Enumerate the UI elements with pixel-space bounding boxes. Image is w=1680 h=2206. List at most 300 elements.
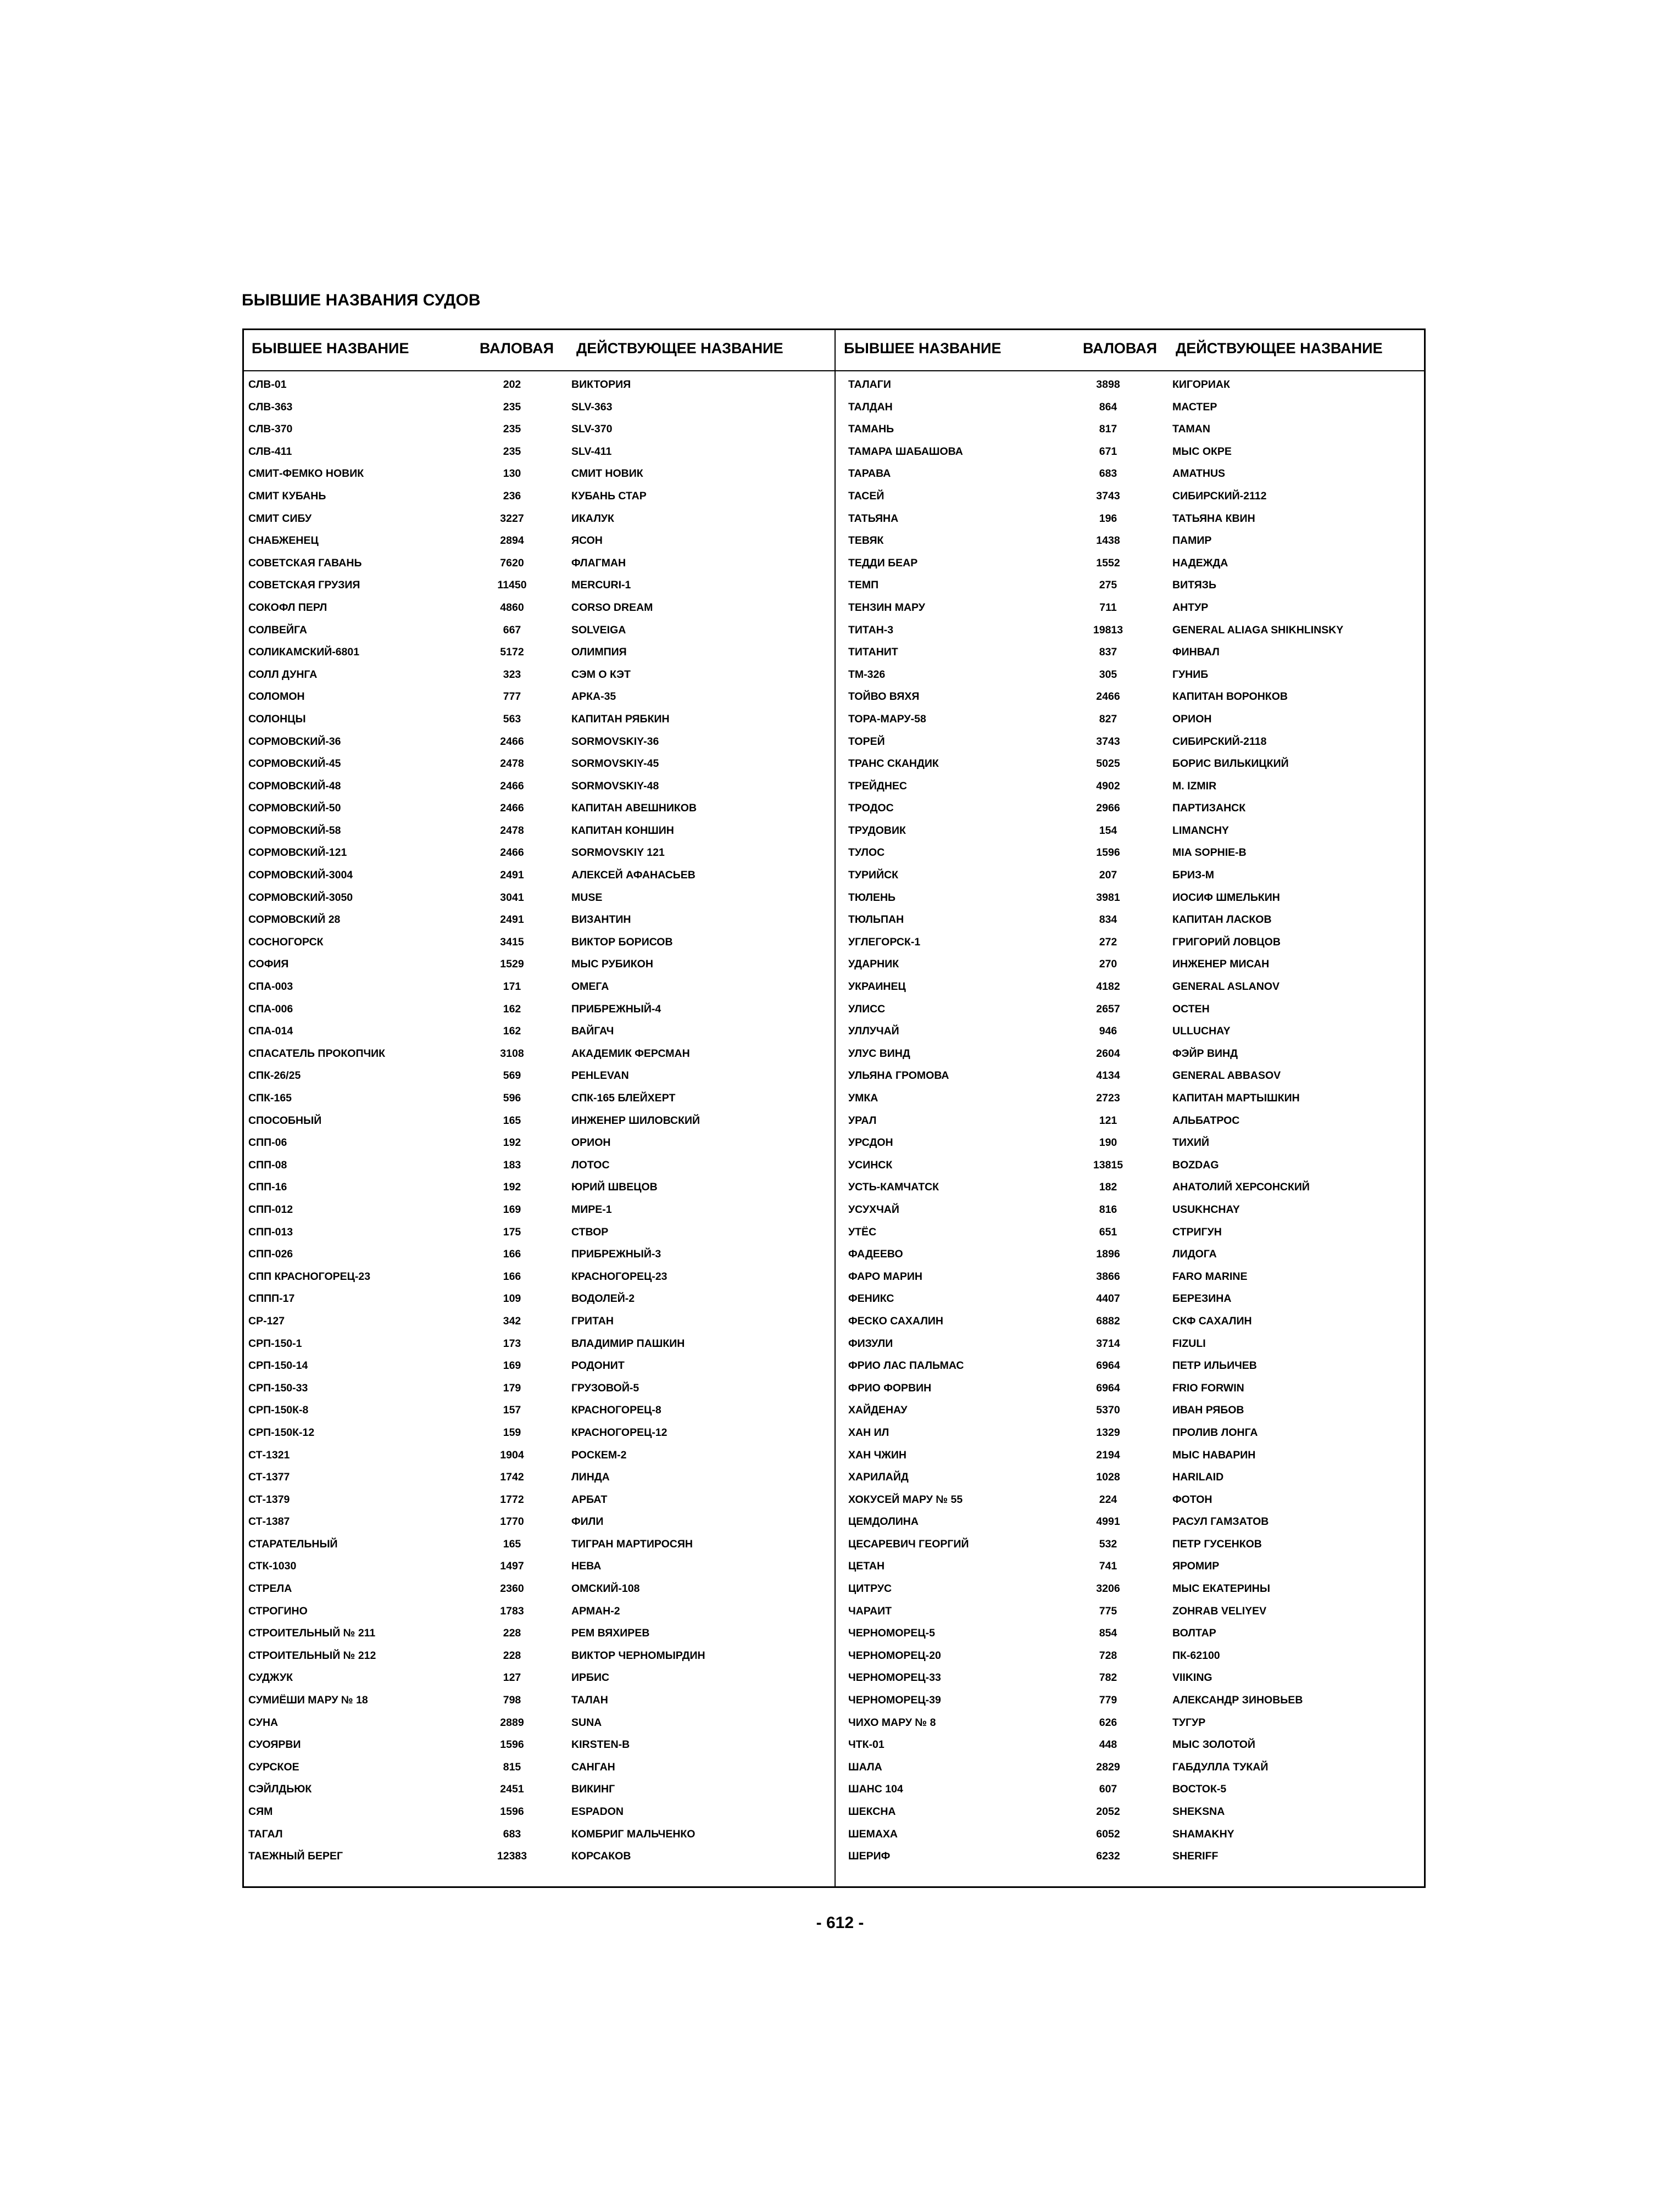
- former-name-cell: СЯМ: [248, 1806, 273, 1818]
- header-divider: [244, 370, 1424, 371]
- gross-tonnage-cell: 165: [503, 1114, 521, 1127]
- gross-tonnage-cell: 4182: [1096, 981, 1120, 993]
- former-name-cell: СОРМОВСКИЙ-121: [248, 846, 347, 859]
- gross-tonnage-cell: 2466: [500, 846, 524, 859]
- former-name-cell: СПП-16: [248, 1181, 287, 1194]
- gross-tonnage-cell: 127: [503, 1672, 521, 1684]
- gross-tonnage-cell: 607: [1099, 1783, 1117, 1796]
- current-name-cell: ESPADON: [571, 1806, 624, 1818]
- current-name-cell: SORMOVSKIY-36: [571, 735, 659, 748]
- table-row: [248, 1065, 831, 1088]
- current-name-cell: ВОСТОК-5: [1172, 1783, 1227, 1796]
- gross-tonnage-cell: 2657: [1096, 1002, 1120, 1015]
- current-name-cell: СИБИРСКИЙ-2118: [1172, 735, 1267, 748]
- current-name-cell: ЮРИЙ ШВЕЦОВ: [571, 1181, 658, 1194]
- table-row: [248, 530, 831, 553]
- gross-tonnage-cell: 817: [1099, 423, 1117, 436]
- former-name-cell: СРП-150-1: [248, 1337, 302, 1350]
- table-row: [248, 1690, 831, 1712]
- table-row: [848, 1355, 1431, 1378]
- current-name-cell: ПЕТР ИЛЬИЧЕВ: [1172, 1360, 1257, 1372]
- table-row: [248, 731, 831, 754]
- former-name-cell: УЛЬЯНА ГРОМОВА: [848, 1069, 949, 1082]
- former-name-cell: ТУРИЙСК: [848, 869, 899, 882]
- gross-tonnage-cell: 1529: [500, 958, 524, 971]
- former-name-cell: ТИТАНИТ: [848, 646, 898, 659]
- table-row: [848, 1824, 1431, 1846]
- gross-tonnage-cell: 2052: [1096, 1806, 1120, 1818]
- gross-tonnage-cell: 1772: [500, 1493, 524, 1506]
- current-name-cell: МАСТЕР: [1172, 400, 1217, 413]
- gross-tonnage-cell: 2194: [1096, 1449, 1120, 1461]
- right-column-rows: [848, 374, 1431, 1868]
- gross-tonnage-cell: 202: [503, 378, 521, 391]
- former-name-cell: СПП-06: [248, 1137, 287, 1149]
- former-name-cell: СПП-013: [248, 1225, 293, 1238]
- gross-tonnage-cell: 4860: [500, 601, 524, 614]
- former-name-cell: СОЛВЕЙГА: [248, 623, 307, 636]
- former-name-cell: ФЕСКО САХАЛИН: [848, 1314, 944, 1327]
- gross-tonnage-cell: 235: [503, 445, 521, 458]
- gross-tonnage-cell: 109: [503, 1293, 521, 1305]
- former-name-cell: ТРОДОС: [848, 802, 894, 815]
- gross-tonnage-cell: 2966: [1096, 802, 1120, 815]
- gross-tonnage-cell: 169: [503, 1203, 521, 1216]
- gross-tonnage-cell: 2491: [500, 913, 524, 926]
- table-row: [248, 1511, 831, 1534]
- former-name-cell: ЧАРАИТ: [848, 1605, 892, 1617]
- current-name-cell: ВОДОЛЕЙ-2: [571, 1293, 635, 1305]
- table-row: [248, 1333, 831, 1356]
- table-row: [248, 463, 831, 486]
- table-row: [848, 642, 1431, 664]
- gross-tonnage-cell: 12383: [497, 1850, 527, 1863]
- former-name-cell: СПОСОБНЫЙ: [248, 1114, 322, 1127]
- table-row: [248, 1132, 831, 1155]
- table-row: [848, 1244, 1431, 1266]
- table-row: [848, 374, 1431, 397]
- table-row: [848, 1110, 1431, 1133]
- current-name-cell: АРМАН-2: [571, 1605, 620, 1617]
- gross-tonnage-cell: 779: [1099, 1694, 1117, 1707]
- gross-tonnage-cell: 563: [503, 712, 521, 725]
- former-name-cell: СОЛОНЦЫ: [248, 712, 306, 725]
- table-row: [248, 1043, 831, 1066]
- table-row: [848, 1288, 1431, 1311]
- table-row: [248, 1378, 831, 1400]
- table-row: [248, 597, 831, 620]
- former-name-cell: УМКА: [848, 1092, 878, 1104]
- former-name-cell: СТ-1377: [248, 1471, 290, 1484]
- gross-tonnage-cell: 5370: [1096, 1404, 1120, 1417]
- former-name-cell: СМИТ СИБУ: [248, 512, 312, 525]
- current-name-cell: ОСТЕН: [1172, 1002, 1210, 1015]
- current-name-cell: SLV-363: [571, 400, 613, 413]
- table-row: [848, 776, 1431, 798]
- current-name-cell: ФЭЙР ВИНД: [1172, 1047, 1238, 1060]
- current-name-cell: ФОТОН: [1172, 1493, 1212, 1506]
- current-name-cell: M. IZMIR: [1172, 779, 1217, 792]
- former-name-cell: СОРМОВСКИЙ-3004: [248, 869, 353, 882]
- current-name-cell: КОМБРИГ МАЛЬЧЕНКО: [571, 1828, 696, 1840]
- former-name-cell: ТРУДОВИК: [848, 824, 906, 837]
- former-name-cell: СРП-150К-8: [248, 1404, 309, 1417]
- current-name-cell: ВАЙГАЧ: [571, 1025, 614, 1038]
- current-name-cell: SOLVEIGA: [571, 623, 626, 636]
- current-name-cell: KIRSTEN-B: [571, 1739, 630, 1751]
- current-name-cell: ГРИТАН: [571, 1314, 614, 1327]
- current-name-cell: СМИТ НОВИК: [571, 467, 643, 480]
- table-row: [848, 1065, 1431, 1088]
- current-name-cell: SORMOVSKIY-48: [571, 779, 659, 792]
- table-row: [848, 1400, 1431, 1422]
- table-row: [848, 820, 1431, 843]
- ship-names-table: [242, 328, 1426, 1888]
- gross-tonnage-cell: 4991: [1096, 1516, 1120, 1528]
- table-row: [848, 553, 1431, 575]
- former-name-cell: ТАМАРА ШАБАШОВА: [848, 445, 963, 458]
- current-name-cell: МЫС ОКРЕ: [1172, 445, 1232, 458]
- current-name-cell: ВИКТОР БОРИСОВ: [571, 935, 673, 948]
- current-name-cell: ИНЖЕНЕР ШИЛОВСКИЙ: [571, 1114, 700, 1127]
- table-row: [848, 976, 1431, 999]
- gross-tonnage-cell: 192: [503, 1137, 521, 1149]
- gross-tonnage-cell: 683: [503, 1828, 521, 1840]
- current-name-cell: ОМЕГА: [571, 981, 609, 993]
- table-row: [848, 1734, 1431, 1757]
- current-name-cell: РОСКЕМ-2: [571, 1449, 627, 1461]
- table-row: [848, 999, 1431, 1021]
- gross-tonnage-cell: 171: [503, 981, 521, 993]
- current-name-cell: АНТУР: [1172, 601, 1209, 614]
- table-row: [248, 1824, 831, 1846]
- current-name-cell: ГУНИБ: [1172, 668, 1209, 681]
- table-row: [848, 508, 1431, 531]
- current-name-cell: ОМСКИЙ-108: [571, 1583, 640, 1595]
- table-row: [248, 1556, 831, 1578]
- current-name-cell: ТИГРАН МАРТИРОСЯН: [571, 1537, 693, 1550]
- table-row: [848, 1422, 1431, 1445]
- gross-tonnage-cell: 815: [503, 1761, 521, 1773]
- former-name-cell: ШЕРИФ: [848, 1850, 891, 1863]
- current-name-cell: МИРЕ-1: [571, 1203, 612, 1216]
- gross-tonnage-cell: 671: [1099, 445, 1117, 458]
- former-name-cell: УСУХЧАЙ: [848, 1203, 899, 1216]
- table-row: [848, 1757, 1431, 1779]
- gross-tonnage-cell: 2894: [500, 534, 524, 547]
- table-row: [848, 686, 1431, 709]
- gross-tonnage-cell: 1742: [500, 1471, 524, 1484]
- gross-tonnage-cell: 1329: [1096, 1426, 1120, 1439]
- table-row: [248, 776, 831, 798]
- former-name-cell: УСИНСК: [848, 1158, 893, 1171]
- current-name-cell: МЫС РУБИКОН: [571, 958, 653, 971]
- table-row: [848, 1021, 1431, 1043]
- gross-tonnage-cell: 235: [503, 423, 521, 436]
- table-row: [248, 1445, 831, 1467]
- former-name-cell: ФАРО МАРИН: [848, 1270, 923, 1283]
- current-name-cell: ТИХИЙ: [1172, 1137, 1209, 1149]
- former-name-cell: СОЛЛ ДУНГА: [248, 668, 318, 681]
- gross-tonnage-cell: 2466: [500, 802, 524, 815]
- gross-tonnage-cell: 711: [1099, 601, 1117, 614]
- gross-tonnage-cell: 3981: [1096, 891, 1120, 904]
- header-gross-tonnage-right: ВАЛОВАЯ: [1083, 340, 1157, 356]
- current-name-cell: ТАТЬЯНА КВИН: [1172, 512, 1255, 525]
- table-row: [248, 1400, 831, 1422]
- table-row: [848, 1199, 1431, 1222]
- former-name-cell: УРСДОН: [848, 1137, 893, 1149]
- gross-tonnage-cell: 3714: [1096, 1337, 1120, 1350]
- former-name-cell: ТАЛДАН: [848, 400, 893, 413]
- current-name-cell: BOZDAG: [1172, 1158, 1219, 1171]
- current-name-cell: КАПИТАН ВОРОНКОВ: [1172, 690, 1288, 703]
- table-row: [248, 1534, 831, 1556]
- gross-tonnage-cell: 782: [1099, 1672, 1117, 1684]
- former-name-cell: СОЛОМОН: [248, 690, 305, 703]
- current-name-cell: MUSE: [571, 891, 603, 904]
- table-row: [848, 1311, 1431, 1333]
- table-row: [848, 1467, 1431, 1489]
- current-name-cell: СТВОР: [571, 1225, 609, 1238]
- current-name-cell: СИБИРСКИЙ-2112: [1172, 489, 1267, 502]
- gross-tonnage-cell: 6964: [1096, 1381, 1120, 1394]
- current-name-cell: АЛЕКСЕЙ АФАНАСЬЕВ: [571, 869, 696, 882]
- gross-tonnage-cell: 305: [1099, 668, 1117, 681]
- header-old-name-left: БЫВШЕЕ НАЗВАНИЕ: [252, 340, 409, 356]
- gross-tonnage-cell: 6232: [1096, 1850, 1120, 1863]
- current-name-cell: СПК-165 БЛЕЙХЕРТ: [571, 1092, 676, 1104]
- gross-tonnage-cell: 13815: [1093, 1158, 1123, 1171]
- former-name-cell: ТЕМП: [848, 579, 879, 592]
- gross-tonnage-cell: 196: [1099, 512, 1117, 525]
- table-row: [848, 1645, 1431, 1668]
- current-name-cell: МЫС НАВАРИН: [1172, 1449, 1256, 1461]
- former-name-cell: ХАЙДЕНАУ: [848, 1404, 908, 1417]
- table-row: [848, 1378, 1431, 1400]
- current-name-cell: КРАСНОГОРЕЦ-8: [571, 1404, 661, 1417]
- former-name-cell: ЧЕРНОМОРЕЦ-33: [848, 1672, 941, 1684]
- former-name-cell: ТАЕЖНЫЙ БЕРЕГ: [248, 1850, 343, 1863]
- page-title: БЫВШИЕ НАЗВАНИЯ СУДОВ: [242, 291, 481, 309]
- former-name-cell: ФЕНИКС: [848, 1293, 894, 1305]
- former-name-cell: ТОРЕЙ: [848, 735, 885, 748]
- table-row: [848, 1088, 1431, 1110]
- gross-tonnage-cell: 183: [503, 1158, 521, 1171]
- former-name-cell: УЛИСС: [848, 1002, 886, 1015]
- former-name-cell: СР-127: [248, 1314, 285, 1327]
- header-gross-tonnage-left: ВАЛОВАЯ: [480, 340, 554, 356]
- current-name-cell: ВИКТОРИЯ: [571, 378, 631, 391]
- gross-tonnage-cell: 1497: [500, 1560, 524, 1573]
- gross-tonnage-cell: 2466: [500, 779, 524, 792]
- gross-tonnage-cell: 162: [503, 1025, 521, 1038]
- gross-tonnage-cell: 1596: [500, 1739, 524, 1751]
- table-row: [248, 1712, 831, 1735]
- former-name-cell: ТОЙВО ВЯХЯ: [848, 690, 920, 703]
- former-name-cell: СЛВ-370: [248, 423, 293, 436]
- table-row: [248, 374, 831, 397]
- former-name-cell: СОРМОВСКИЙ-48: [248, 779, 341, 792]
- gross-tonnage-cell: 5172: [500, 646, 524, 659]
- former-name-cell: ТЮЛЬПАН: [848, 913, 904, 926]
- gross-tonnage-cell: 2829: [1096, 1761, 1120, 1773]
- former-name-cell: ШАНС 104: [848, 1783, 903, 1796]
- gross-tonnage-cell: 728: [1099, 1649, 1117, 1662]
- gross-tonnage-cell: 3108: [500, 1047, 524, 1060]
- former-name-cell: ШЕМАХА: [848, 1828, 898, 1840]
- former-name-cell: ТАЛАГИ: [848, 378, 891, 391]
- gross-tonnage-cell: 1438: [1096, 534, 1120, 547]
- former-name-cell: ТЕВЯК: [848, 534, 884, 547]
- current-name-cell: ЛИДОГА: [1172, 1248, 1217, 1261]
- gross-tonnage-cell: 169: [503, 1360, 521, 1372]
- header-old-name-right: БЫВШЕЕ НАЗВАНИЕ: [844, 340, 1002, 356]
- former-name-cell: СОРМОВСКИЙ-3050: [248, 891, 353, 904]
- former-name-cell: СПАСАТЕЛЬ ПРОКОПЧИК: [248, 1047, 386, 1060]
- table-row: [248, 664, 831, 687]
- table-row: [848, 1489, 1431, 1512]
- former-name-cell: ЦЕСАРЕВИЧ ГЕОРГИЙ: [848, 1537, 969, 1550]
- gross-tonnage-cell: 775: [1099, 1605, 1117, 1617]
- gross-tonnage-cell: 741: [1099, 1560, 1117, 1573]
- gross-tonnage-cell: 182: [1099, 1181, 1117, 1194]
- former-name-cell: СПА-014: [248, 1025, 293, 1038]
- current-name-cell: FRIO FORWIN: [1172, 1381, 1244, 1394]
- gross-tonnage-cell: 166: [503, 1270, 521, 1283]
- gross-tonnage-cell: 192: [503, 1181, 521, 1194]
- current-name-cell: ULLUCHAY: [1172, 1025, 1231, 1038]
- former-name-cell: СМИТ КУБАНЬ: [248, 489, 326, 502]
- table-row: [248, 1645, 831, 1668]
- gross-tonnage-cell: 179: [503, 1381, 521, 1394]
- table-row: [848, 1534, 1431, 1556]
- former-name-cell: СТ-1379: [248, 1493, 290, 1506]
- gross-tonnage-cell: 342: [503, 1314, 521, 1327]
- table-row: [248, 397, 831, 419]
- current-name-cell: САНГАН: [571, 1761, 615, 1773]
- gross-tonnage-cell: 3041: [500, 891, 524, 904]
- current-name-cell: ЯСОН: [571, 534, 603, 547]
- current-name-cell: ИВАН РЯБОВ: [1172, 1404, 1244, 1417]
- table-row: [248, 1601, 831, 1623]
- gross-tonnage-cell: 777: [503, 690, 521, 703]
- table-row: [848, 1712, 1431, 1735]
- gross-tonnage-cell: 228: [503, 1627, 521, 1640]
- current-name-cell: ПАМИР: [1172, 534, 1212, 547]
- gross-tonnage-cell: 3898: [1096, 378, 1120, 391]
- current-name-cell: ИНЖЕНЕР МИСАН: [1172, 958, 1270, 971]
- table-row: [248, 620, 831, 642]
- gross-tonnage-cell: 3743: [1096, 735, 1120, 748]
- table-row: [848, 954, 1431, 976]
- former-name-cell: ТЕДДИ БЕАР: [848, 556, 918, 569]
- gross-tonnage-cell: 6052: [1096, 1828, 1120, 1840]
- current-name-cell: РАСУЛ ГАМЗАТОВ: [1172, 1516, 1269, 1528]
- table-row: [848, 709, 1431, 731]
- gross-tonnage-cell: 4407: [1096, 1293, 1120, 1305]
- header-current-name-left: ДЕЙСТВУЮЩЕЕ НАЗВАНИЕ: [576, 340, 783, 356]
- table-row: [848, 1667, 1431, 1690]
- current-name-cell: USUKHCHAY: [1172, 1203, 1240, 1216]
- current-name-cell: ФИЛИ: [571, 1516, 604, 1528]
- gross-tonnage-cell: 651: [1099, 1225, 1117, 1238]
- current-name-cell: ПК-62100: [1172, 1649, 1220, 1662]
- table-row: [248, 1578, 831, 1601]
- current-name-cell: КОРСАКОВ: [571, 1850, 631, 1863]
- current-name-cell: ВИЗАНТИН: [571, 913, 631, 926]
- former-name-cell: УСТЬ-КАМЧАТСК: [848, 1181, 939, 1194]
- gross-tonnage-cell: 3415: [500, 935, 524, 948]
- former-name-cell: СПА-003: [248, 981, 293, 993]
- current-name-cell: MIA SOPHIE-B: [1172, 846, 1247, 859]
- current-name-cell: ГРУЗОВОЙ-5: [571, 1381, 639, 1394]
- former-name-cell: ТАСЕЙ: [848, 489, 884, 502]
- former-name-cell: СОСНОГОРСК: [248, 935, 324, 948]
- table-row: [848, 1132, 1431, 1155]
- table-row: [248, 842, 831, 865]
- table-row: [248, 1779, 831, 1801]
- former-name-cell: СТРОИТЕЛЬНЫЙ № 212: [248, 1649, 376, 1662]
- table-row: [848, 1043, 1431, 1066]
- gross-tonnage-cell: 1596: [500, 1806, 524, 1818]
- former-name-cell: СППП-17: [248, 1293, 295, 1305]
- current-name-cell: КРАСНОГОРЕЦ-12: [571, 1426, 667, 1439]
- gross-tonnage-cell: 121: [1099, 1114, 1117, 1127]
- gross-tonnage-cell: 1596: [1096, 846, 1120, 859]
- table-row: [248, 1489, 831, 1512]
- current-name-cell: МЫС ЗОЛОТОЙ: [1172, 1739, 1255, 1751]
- current-name-cell: LIMANCHY: [1172, 824, 1229, 837]
- gross-tonnage-cell: 837: [1099, 646, 1117, 659]
- gross-tonnage-cell: 4902: [1096, 779, 1120, 792]
- current-name-cell: ГАБДУЛЛА ТУКАЙ: [1172, 1761, 1269, 1773]
- table-row: [248, 1467, 831, 1489]
- current-name-cell: КАПИТАН АВЕШНИКОВ: [571, 802, 697, 815]
- current-name-cell: ПЕТР ГУСЕНКОВ: [1172, 1537, 1262, 1550]
- table-row: [848, 463, 1431, 486]
- gross-tonnage-cell: 2604: [1096, 1047, 1120, 1060]
- table-row: [248, 1846, 831, 1868]
- former-name-cell: СПА-006: [248, 1002, 293, 1015]
- gross-tonnage-cell: 683: [1099, 467, 1117, 480]
- former-name-cell: ХОКУСЕЙ МАРУ № 55: [848, 1493, 963, 1506]
- former-name-cell: ХАН ЧЖИН: [848, 1449, 907, 1461]
- current-name-cell: TAMAN: [1172, 423, 1210, 436]
- page-number: - 612 -: [816, 1914, 864, 1932]
- current-name-cell: БРИЗ-М: [1172, 869, 1214, 882]
- table-row: [248, 1244, 831, 1266]
- current-name-cell: АНАТОЛИЙ ХЕРСОНСКИЙ: [1172, 1181, 1310, 1194]
- table-row: [848, 397, 1431, 419]
- former-name-cell: УЛУС ВИНД: [848, 1047, 910, 1060]
- current-name-cell: БОРИС ВИЛЬКИЦКИЙ: [1172, 757, 1289, 770]
- table-row: [248, 865, 831, 887]
- table-row: [848, 664, 1431, 687]
- table-row: [248, 954, 831, 976]
- former-name-cell: СРП-150-14: [248, 1360, 308, 1372]
- former-name-cell: ТАТЬЯНА: [848, 512, 899, 525]
- gross-tonnage-cell: 173: [503, 1337, 521, 1350]
- gross-tonnage-cell: 816: [1099, 1203, 1117, 1216]
- former-name-cell: СОФИЯ: [248, 958, 289, 971]
- former-name-cell: ТРАНС СКАНДИК: [848, 757, 939, 770]
- former-name-cell: СОРМОВСКИЙ-36: [248, 735, 341, 748]
- former-name-cell: ХАРИЛАЙД: [848, 1471, 909, 1484]
- former-name-cell: СПП-08: [248, 1158, 287, 1171]
- former-name-cell: СОВЕТСКАЯ ГРУЗИЯ: [248, 579, 360, 592]
- gross-tonnage-cell: 946: [1099, 1025, 1117, 1038]
